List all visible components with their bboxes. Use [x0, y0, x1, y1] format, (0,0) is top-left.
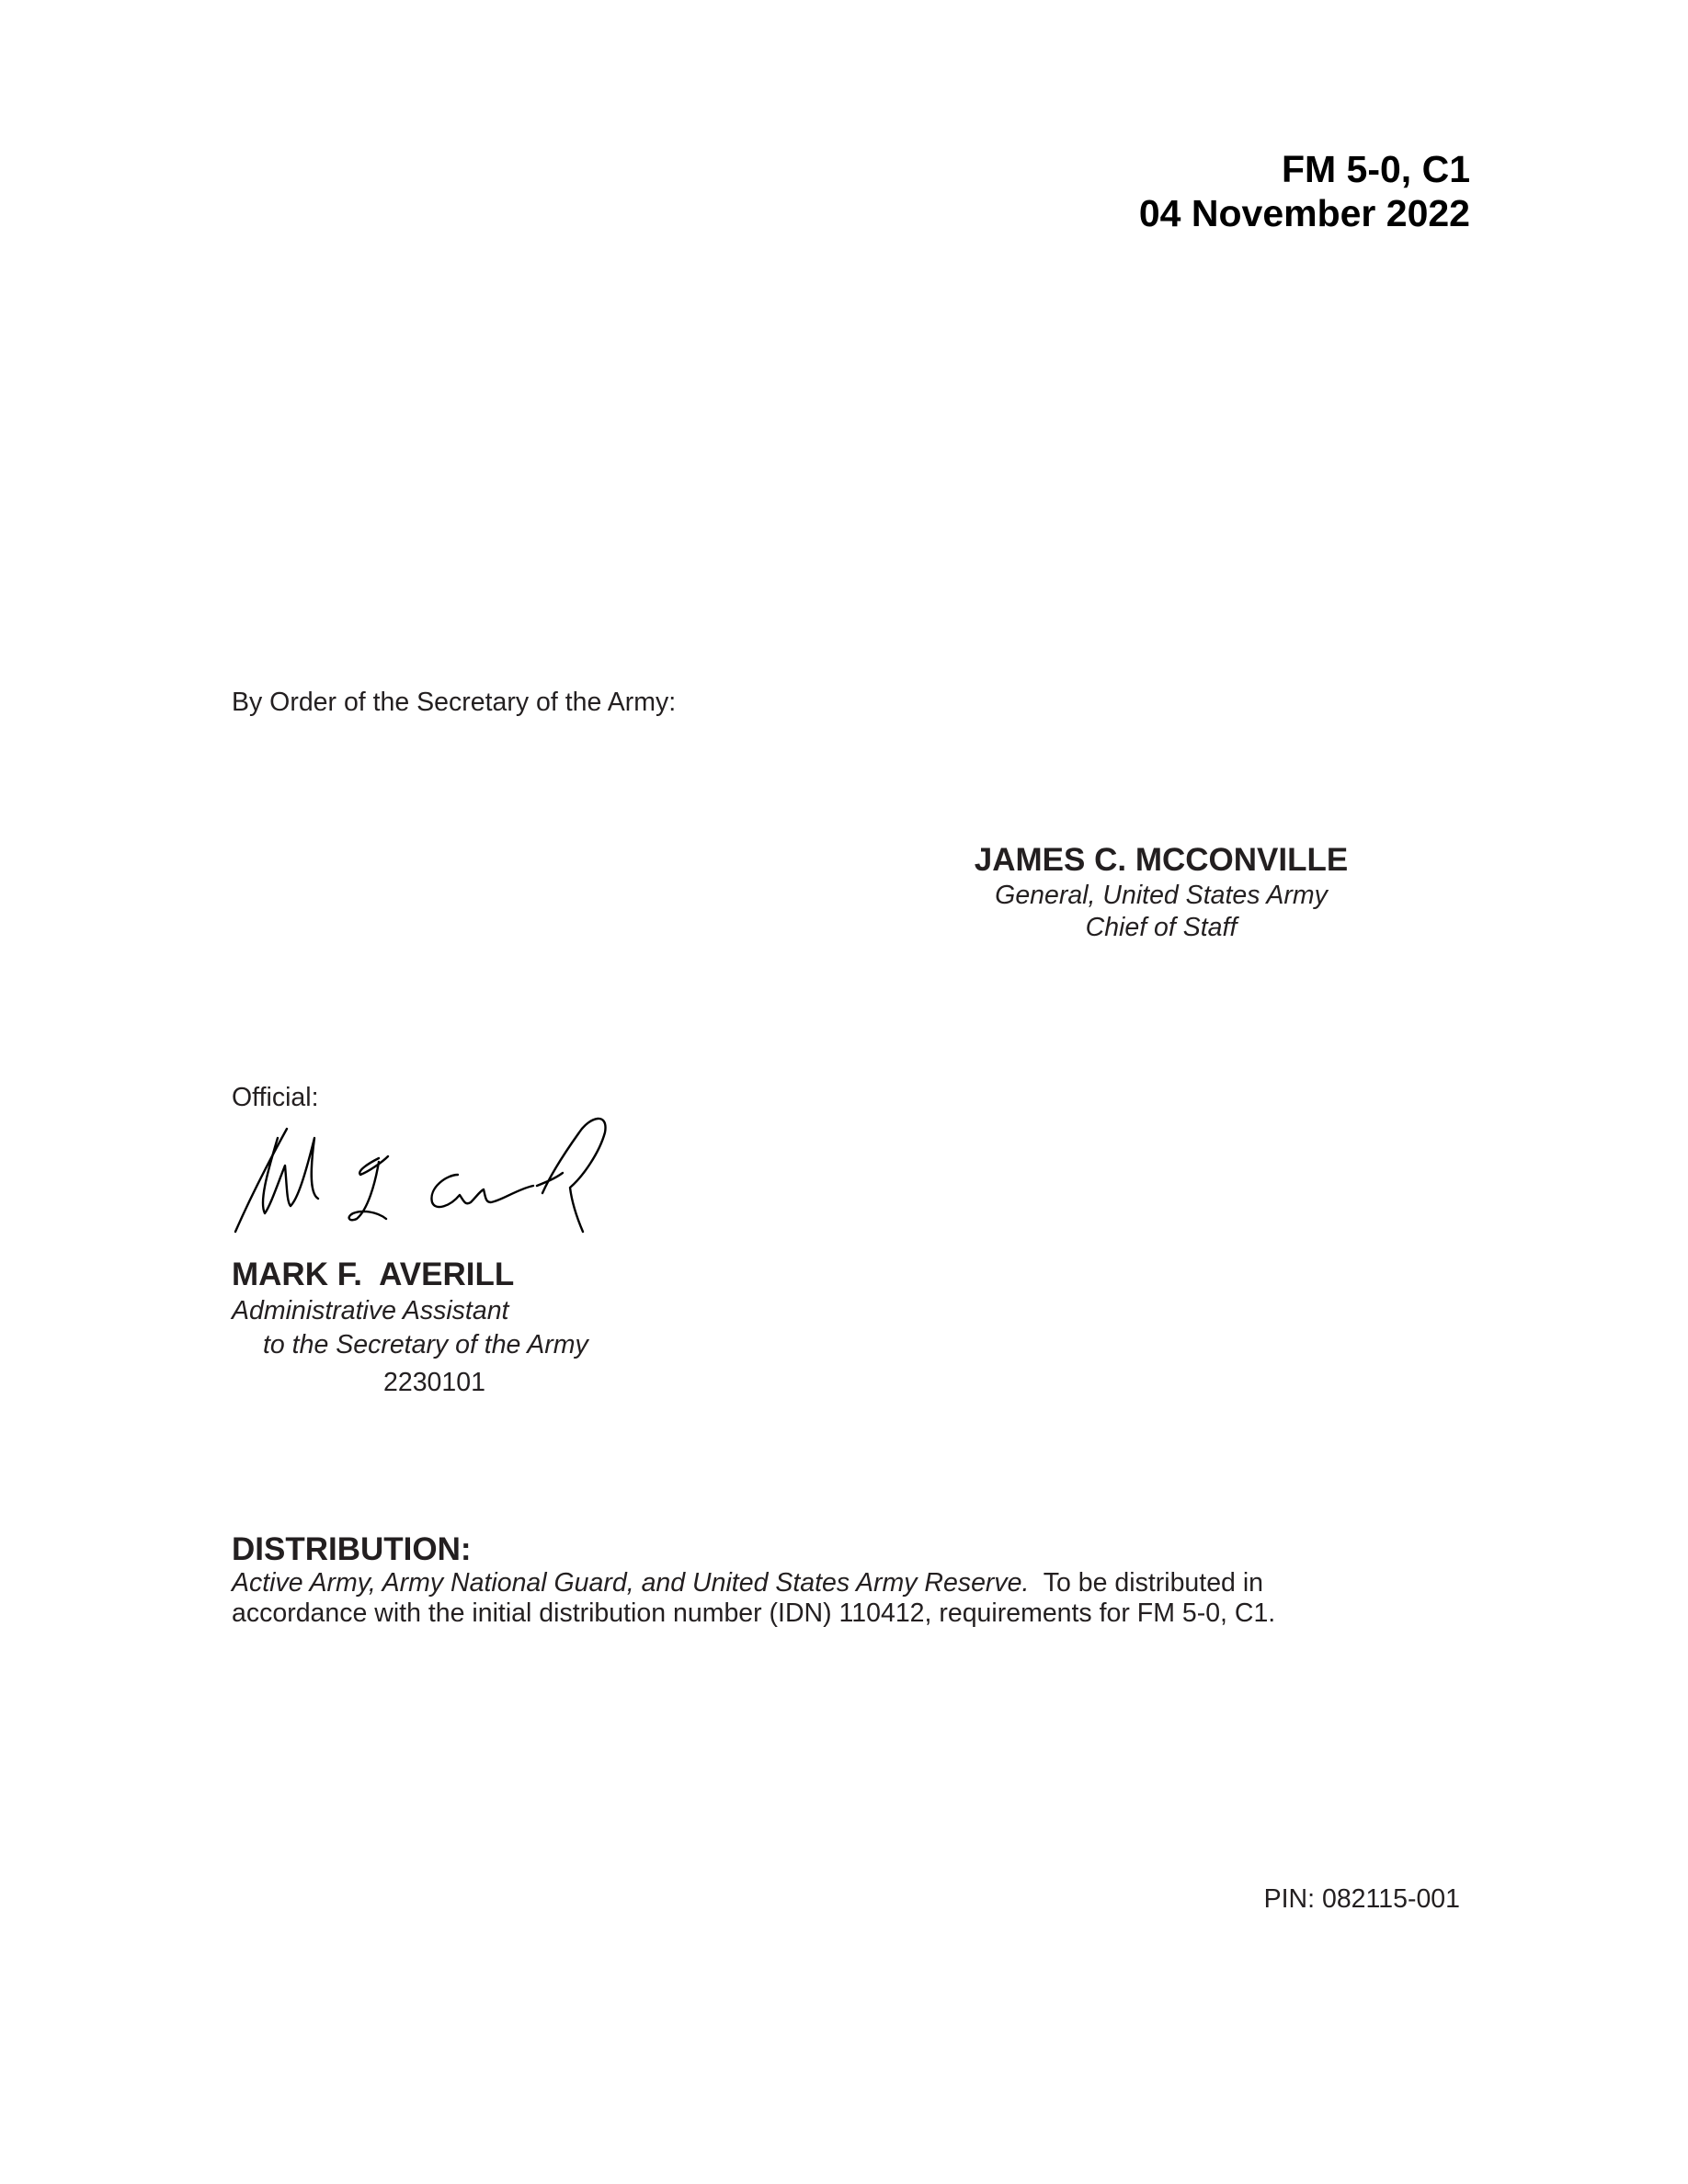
administrative-assistant-block	[232, 1256, 588, 1401]
distribution-line-1	[232, 1568, 1427, 1598]
pin-number: PIN: 082115-001	[1263, 1884, 1460, 1914]
distribution-instruction: To be distributed in	[1029, 1568, 1264, 1598]
official-label: Official:	[232, 1083, 319, 1112]
authentication-number: 2230101	[383, 1368, 485, 1397]
distribution-section	[232, 1531, 1427, 1629]
distribution-line-2: accordance with the initial distribution number (IDN) 110412, requirements for FM 5-0, C1.	[232, 1598, 1276, 1628]
chief-name: JAMES C. MCCONVILLE	[974, 842, 1349, 878]
signature-icon	[230, 1110, 662, 1248]
admin-title: Administrative Assistant	[232, 1296, 509, 1325]
publication-number: FM 5-0, C1	[1281, 148, 1470, 190]
by-order-line: By Order of the Secretary of the Army:	[232, 688, 677, 717]
distribution-heading: DISTRIBUTION:	[232, 1531, 472, 1567]
admin-title-continued: to the Secretary of the Army	[263, 1330, 588, 1359]
admin-name: MARK F. AVERILL	[232, 1257, 515, 1292]
chief-of-staff-block	[954, 841, 1368, 944]
chief-rank: General, United States Army	[995, 881, 1328, 910]
chief-position: Chief of Staff	[1085, 913, 1237, 942]
distribution-components: Active Army, Army National Guard, and United States Army Reserve.	[232, 1568, 1030, 1598]
publication-date: 04 November 2022	[1138, 192, 1470, 234]
publication-header	[1139, 147, 1470, 235]
